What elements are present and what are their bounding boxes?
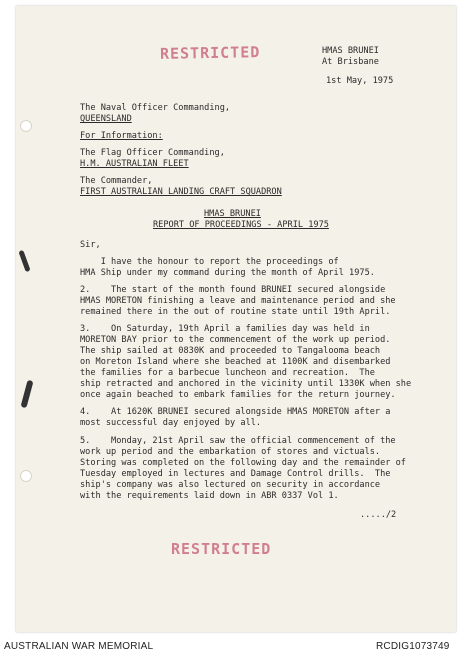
report-title: REPORT OF PROCEEDINGS - APRIL 1975: [153, 220, 329, 230]
paragraph-line: on Moreton Island where she beached at 1100K and disembarked: [80, 357, 391, 367]
paragraph-line: with the requirements laid down in ABR 0337 Vol 1.: [80, 491, 339, 501]
letter-date: 1st May, 1975: [326, 76, 394, 86]
paragraph-line: I have the honour to report the proceedings of: [80, 257, 339, 267]
addressee-line-1: The Naval Officer Commanding,: [80, 103, 231, 113]
binder-hole-bottom: [20, 470, 32, 482]
archive-reference: RCDIG1073749: [376, 641, 450, 652]
paragraph-line: most successful day enjoyed by all.: [80, 418, 262, 428]
paragraph-line: the families for a barbecue luncheon and recreation. The: [80, 368, 375, 378]
restricted-stamp-bottom: RESTRICTED: [171, 540, 272, 558]
information-label: For Information:: [80, 131, 163, 141]
paragraph-line: Storing was completed on the following day and the remainder of: [80, 458, 406, 468]
paragraph-line: remained there in the out of routine state until 19th April.: [80, 307, 391, 317]
ship-location: At Brisbane: [322, 57, 379, 67]
paragraph-line: The ship sailed at 0830K and proceeded to Tangalooma beach: [80, 346, 381, 356]
binder-hole-top: [20, 120, 32, 132]
paragraph-line: HMAS MORETON finishing a leave and maintenance period and she: [80, 296, 396, 306]
paragraph-line: 3. On Saturday, 19th April a families day was held in: [80, 324, 370, 334]
salutation: Sir,: [80, 240, 101, 250]
paragraph-line: work up period and the embarkation of stores and victuals.: [80, 447, 381, 457]
paragraph-line: once again beached to embark families for the return journey.: [80, 390, 396, 400]
information-line-2: H.M. AUSTRALIAN FLEET: [80, 159, 189, 169]
paragraph-line: Tuesday employed in lectures and Damage Control drills. The: [80, 469, 391, 479]
paragraph-line: 4. At 1620K BRUNEI secured alongside HMAS MORETON after a: [80, 407, 391, 417]
document-page: [16, 6, 456, 632]
addressee-line-2: QUEENSLAND: [80, 114, 132, 124]
ship-name: HMAS BRUNEI: [322, 46, 379, 56]
information-line-3: The Commander,: [80, 176, 153, 186]
information-line-4: FIRST AUSTRALIAN LANDING CRAFT SQUADRON: [80, 187, 282, 197]
restricted-stamp-top: RESTRICTED: [159, 43, 261, 63]
report-title-ship: HMAS BRUNEI: [204, 209, 261, 219]
paragraph-line: 5. Monday, 21st April saw the official commencement of the: [80, 436, 396, 446]
paragraph-line: ship's company was also lectured on security in accordance: [80, 480, 381, 490]
paragraph-line: 2. The start of the month found BRUNEI secured alongside: [80, 285, 386, 295]
continuation-marker: ...../2: [360, 510, 397, 520]
archive-credit: AUSTRALIAN WAR MEMORIAL: [4, 641, 154, 652]
paragraph-line: HMA Ship under my command during the month of April 1975.: [80, 268, 375, 278]
information-line-1: The Flag Officer Commanding,: [80, 148, 225, 158]
paragraph-line: MORETON BAY prior to the commencement of the work up period.: [80, 335, 391, 345]
paragraph-line: ship retracted and anchored in the vicinity until 1330K when she: [80, 379, 412, 389]
